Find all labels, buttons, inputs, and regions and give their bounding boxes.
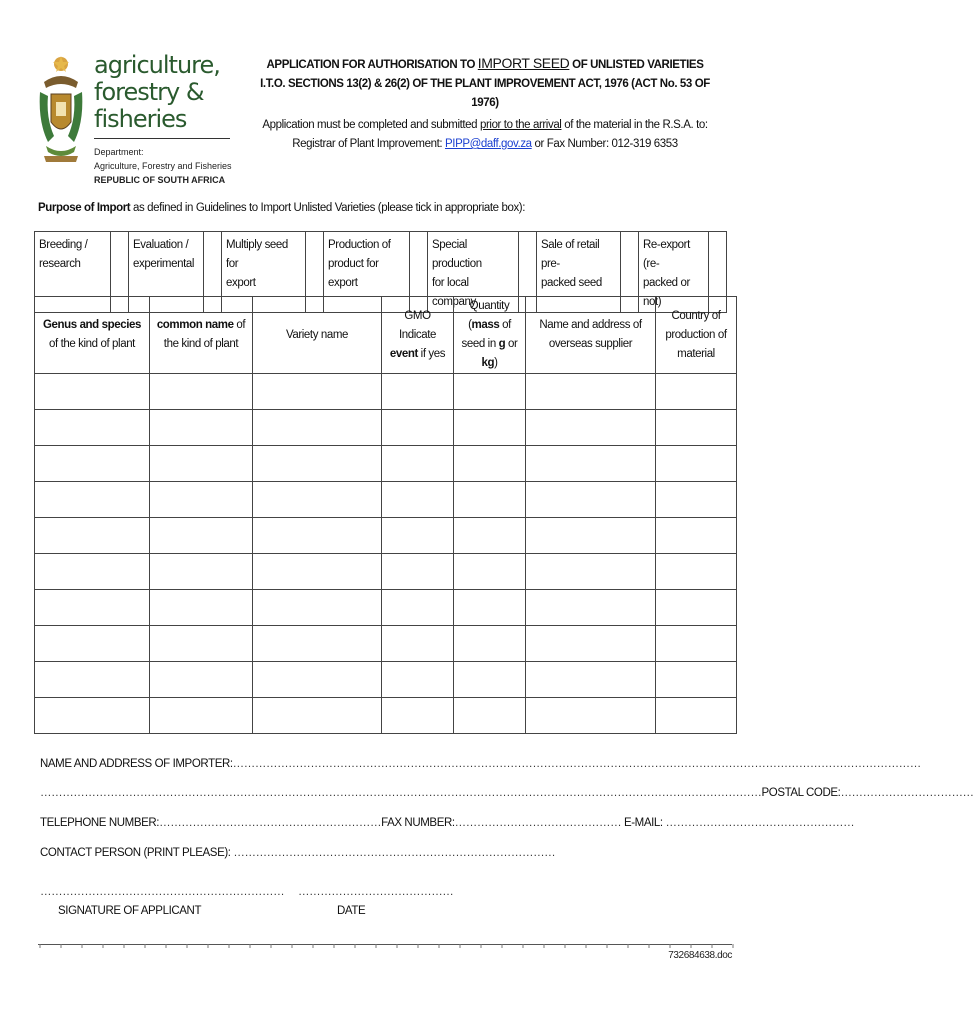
department-block	[94, 52, 244, 187]
table-cell-input[interactable]	[454, 590, 526, 626]
table-cell-input[interactable]	[454, 410, 526, 446]
table-cell-input[interactable]	[382, 554, 454, 590]
department-divider	[94, 138, 230, 139]
title-act-reference: I.T.O. SECTIONS 13(2) & 26(2) OF THE PLANT IMPROVEMENT ACT, 1976 (ACT No. 53 OF 1976)	[260, 78, 710, 109]
table-cell-input[interactable]	[526, 518, 656, 554]
table-cell-input[interactable]	[526, 446, 656, 482]
title-part-1: APPLICATION FOR AUTHORISATION TO	[266, 59, 478, 71]
purpose-option-special: Special production for local company	[428, 232, 519, 313]
table-cell-input[interactable]	[253, 518, 382, 554]
table-cell-input[interactable]	[35, 446, 150, 482]
table-row	[35, 626, 737, 662]
table-cell-input[interactable]	[454, 374, 526, 410]
table-row	[35, 518, 737, 554]
table-cell-input[interactable]	[454, 446, 526, 482]
table-cell-input[interactable]	[526, 626, 656, 662]
table-cell-input[interactable]	[526, 662, 656, 698]
contact-field-row	[40, 847, 555, 859]
table-cell-input[interactable]	[382, 410, 454, 446]
telephone-input[interactable]: ……………………………………………………	[159, 817, 382, 829]
table-cell-input[interactable]	[656, 662, 737, 698]
phone-fax-email-row	[40, 817, 854, 829]
col-quantity: Quantity (mass of seed in g or kg)	[454, 297, 526, 374]
purpose-option-production: Production of product for export	[324, 232, 410, 313]
table-cell-input[interactable]	[35, 662, 150, 698]
table-cell-input[interactable]	[656, 410, 737, 446]
table-cell-input[interactable]	[656, 482, 737, 518]
fax-input[interactable]: ………………………………………	[454, 817, 622, 829]
table-cell-input[interactable]	[382, 374, 454, 410]
table-cell-input[interactable]	[253, 446, 382, 482]
date-line[interactable]: ……………………………………	[298, 886, 454, 898]
col-common-name: common name of the kind of plant	[150, 297, 253, 374]
table-cell-input[interactable]	[150, 374, 253, 410]
table-cell-input[interactable]	[150, 698, 253, 734]
table-cell-input[interactable]	[35, 626, 150, 662]
contact-input[interactable]: ……………………………………………………………………………	[233, 847, 556, 859]
footer-ruler-ticks	[38, 944, 732, 950]
country-name: REPUBLIC OF SOUTH AFRICA	[94, 175, 226, 185]
table-row	[35, 482, 737, 518]
table-cell-input[interactable]	[526, 482, 656, 518]
table-cell-input[interactable]	[382, 446, 454, 482]
table-cell-input[interactable]	[454, 662, 526, 698]
table-cell-input[interactable]	[150, 482, 253, 518]
col-genus-species: Genus and species of the kind of plant	[35, 297, 150, 374]
table-cell-input[interactable]	[35, 698, 150, 734]
coat-of-arms-logo	[36, 52, 86, 172]
instruction-text-a: Application must be completed and submitted	[262, 119, 480, 131]
table-cell-input[interactable]	[454, 698, 526, 734]
table-row	[35, 554, 737, 590]
table-row	[35, 590, 737, 626]
table-cell-input[interactable]	[382, 626, 454, 662]
brand-line-1: agriculture,	[94, 51, 220, 79]
table-cell-input[interactable]	[150, 590, 253, 626]
table-cell-input[interactable]	[454, 554, 526, 590]
purpose-instructions: as defined in Guidelines to Import Unlisted Varieties (please tick in appropriate box):	[130, 202, 526, 214]
table-cell-input[interactable]	[526, 590, 656, 626]
table-cell-input[interactable]	[382, 698, 454, 734]
table-cell-input[interactable]	[150, 410, 253, 446]
table-cell-input[interactable]	[35, 482, 150, 518]
table-cell-input[interactable]	[656, 374, 737, 410]
address-continuation-input[interactable]: ……………………………………………………………………………………………………………………………………………………………………………	[40, 787, 762, 799]
table-cell-input[interactable]	[150, 662, 253, 698]
table-row	[35, 410, 737, 446]
table-cell-input[interactable]	[35, 554, 150, 590]
postal-field-row	[40, 787, 974, 799]
variety-details-table	[34, 296, 737, 734]
table-cell-input[interactable]	[656, 590, 737, 626]
table-cell-input[interactable]	[253, 698, 382, 734]
table-cell-input[interactable]	[253, 626, 382, 662]
table-cell-input[interactable]	[253, 482, 382, 518]
table-cell-input[interactable]	[656, 518, 737, 554]
table-cell-input[interactable]	[656, 554, 737, 590]
col-country: Country of production of material	[656, 297, 737, 374]
telephone-label: TELEPHONE NUMBER:	[40, 817, 160, 829]
table-row	[35, 698, 737, 734]
fax-label: FAX NUMBER:	[381, 817, 455, 829]
purpose-heading	[38, 202, 525, 214]
signature-label: SIGNATURE OF APPLICANT	[58, 905, 202, 917]
title-import-seed: IMPORT SEED	[477, 55, 570, 71]
table-row	[35, 374, 737, 410]
importer-label: NAME AND ADDRESS OF IMPORTER:	[40, 758, 233, 770]
title-part-3: OF UNLISTED VARIETIES	[569, 59, 704, 71]
table-cell-input[interactable]	[150, 626, 253, 662]
submission-instructions	[260, 116, 710, 154]
table-cell-input[interactable]	[253, 410, 382, 446]
table-cell-input[interactable]	[382, 482, 454, 518]
table-cell-input[interactable]	[382, 662, 454, 698]
table-cell-input[interactable]	[656, 626, 737, 662]
email-label: E-MAIL:	[623, 817, 663, 829]
table-cell-input[interactable]	[382, 518, 454, 554]
instruction-text-c: of the material in the R.S.A. to:	[561, 119, 708, 131]
department-name: Agriculture, Forestry and Fisheries	[94, 161, 232, 171]
document-id: 732684638.doc	[668, 950, 732, 961]
table-cell-input[interactable]	[382, 590, 454, 626]
col-gmo-event: GMO Indicate event if yes	[382, 297, 454, 374]
date-label: DATE	[337, 905, 366, 917]
importer-field-row	[40, 758, 921, 770]
form-title	[260, 54, 710, 113]
table-cell-input[interactable]	[253, 374, 382, 410]
email-input[interactable]: ……………………………………………	[665, 817, 855, 829]
registrar-email-link[interactable]: PIPP@daff.gov.za	[445, 138, 532, 150]
table-cell-input[interactable]	[150, 518, 253, 554]
signature-line[interactable]: …………………………………………………………	[40, 886, 285, 898]
purpose-option-reexport: Re-export (re- packed or not)	[639, 232, 709, 313]
table-cell-input[interactable]	[454, 482, 526, 518]
table-cell-input[interactable]	[35, 518, 150, 554]
registrar-label: Registrar of Plant Improvement:	[292, 138, 445, 150]
table-cell-input[interactable]	[35, 590, 150, 626]
contact-label: CONTACT PERSON (PRINT PLEASE):	[40, 847, 231, 859]
table-cell-input[interactable]	[454, 518, 526, 554]
table-cell-input[interactable]	[526, 554, 656, 590]
table-cell-input[interactable]	[656, 446, 737, 482]
brand-line-2: forestry & fisheries	[94, 78, 204, 133]
table-row	[35, 446, 737, 482]
table-cell-input[interactable]	[35, 374, 150, 410]
table-cell-input[interactable]	[526, 698, 656, 734]
importer-input[interactable]: ……………………………………………………………………………………………………………………………………………………………………	[232, 758, 921, 770]
purpose-option-sale: Sale of retail pre- packed seed	[537, 232, 621, 313]
purpose-option-multiply: Multiply seed for export	[222, 232, 306, 313]
department-label: Department:	[94, 147, 144, 157]
table-cell-input[interactable]	[150, 554, 253, 590]
table-row	[35, 662, 737, 698]
purpose-label: Purpose of Import	[38, 202, 131, 214]
table-cell-input[interactable]	[150, 446, 253, 482]
fax-number-text: or Fax Number: 012-319 6353	[531, 138, 678, 150]
col-variety-name: Variety name	[253, 297, 382, 374]
table-cell-input[interactable]	[526, 374, 656, 410]
table-cell-input[interactable]	[253, 662, 382, 698]
postal-code-label: POSTAL CODE:	[761, 787, 841, 799]
table-cell-input[interactable]	[253, 554, 382, 590]
table-cell-input[interactable]	[656, 698, 737, 734]
instruction-emphasis: prior to the arrival	[479, 119, 562, 131]
col-supplier: Name and address of overseas supplier	[526, 297, 656, 374]
postal-code-input[interactable]: ………………………………	[840, 787, 974, 799]
variety-table-body	[35, 374, 737, 734]
purpose-option-breeding: Breeding / research	[35, 232, 111, 313]
table-cell-input[interactable]	[253, 590, 382, 626]
table-cell-input[interactable]	[454, 626, 526, 662]
purpose-option-evaluation: Evaluation / experimental	[129, 232, 204, 313]
table-cell-input[interactable]	[35, 410, 150, 446]
table-cell-input[interactable]	[526, 410, 656, 446]
